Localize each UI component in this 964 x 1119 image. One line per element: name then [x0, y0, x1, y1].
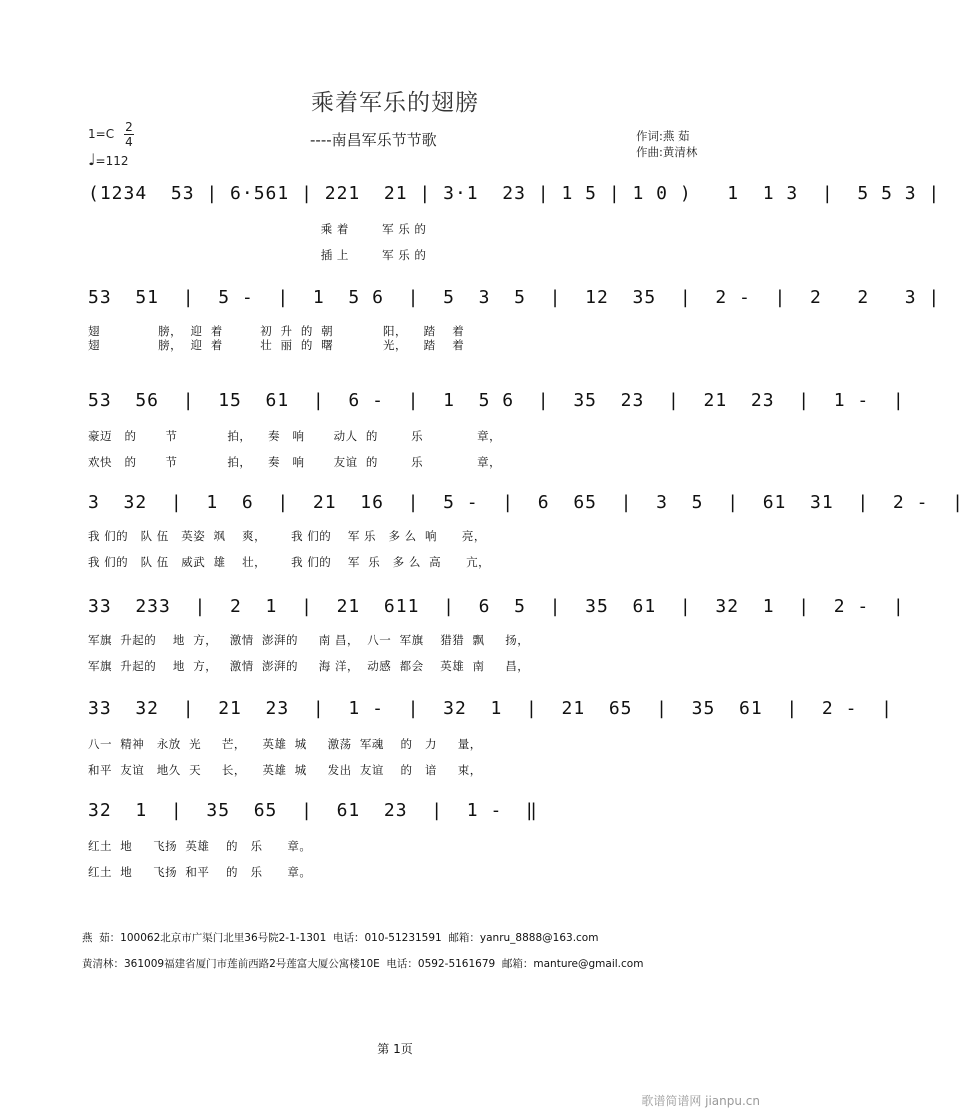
- lyrics-verse-2: 和平 友谊 地久 天 长， 英雄 城 发出 友谊 的 谙 束，: [88, 763, 482, 777]
- notation-line: 33 32 | 21 23 | 1 - | 32 1 | 21 65 | 35 61 | 2 - |: [88, 698, 893, 719]
- tempo-marking: [88, 150, 129, 169]
- notation-line: (1234 53 | 6·561 | 221 21 | 3·1 23 | 1 5 | 1 0 ) 1 1 3 | 5 5 3 |: [88, 183, 941, 204]
- site-watermark: 歌谱简谱网 jianpu.cn: [641, 1094, 760, 1108]
- notation-line: 33 233 | 2 1 | 21 611 | 6 5 | 35 61 | 32 1 | 2 - |: [88, 596, 905, 617]
- lyrics-verse-2: 插 上 军 乐 的: [88, 248, 427, 262]
- quarter-note-icon: ♩: [88, 150, 96, 169]
- lyrics-verse-2: 欢快 的 节 拍， 奏 响 友谊 的 乐 章，: [88, 455, 502, 469]
- score-row-2: [88, 287, 941, 407]
- notation-line: 53 51 | 5 - | 1 5 6 | 5 3 5 | 12 35 | 2 - | 2 2 3 |: [88, 287, 941, 308]
- tempo-value: =112: [95, 154, 129, 168]
- lyrics-verse-1: 军旗 升起的 地 方， 激情 澎湃的 南 昌， 八一 军旗 猎猎 飘 扬，: [88, 633, 530, 647]
- footer-contact-lyricist: 燕 茹：100062北京市广渠门北里36号院2-1-1301 电话：010-51231591 邮箱：yanru_8888@163.com: [82, 932, 599, 944]
- notation-line: 3 32 | 1 6 | 21 16 | 5 - | 6 65 | 3 5 | 61 31 | 2 - |: [88, 492, 964, 513]
- score-row-4: [88, 492, 964, 612]
- score-row-7: [88, 800, 740, 920]
- song-subtitle: ----南昌军乐节节歌: [310, 131, 437, 149]
- lyrics-verse-1: 八一 精神 永放 光 芒， 英雄 城 激荡 军魂 的 力 量，: [88, 737, 482, 751]
- song-title: 乘着军乐的翅膀: [311, 90, 479, 116]
- footer-contact-composer: 黄清林：361009福建省厦门市莲前西路2号莲富大厦公寓楼10E 电话：0592-5161679 邮箱：manture@gmail.com: [82, 958, 644, 970]
- time-signature-top: 2: [125, 120, 133, 134]
- time-signature: [124, 120, 134, 149]
- lyrics-verse-2: 翅 膀， 迎 着 壮 丽 的 曙 光， 踏 着: [88, 338, 465, 352]
- page-number: 第 1页: [377, 1042, 413, 1056]
- lyrics-verse-1: 豪迈 的 节 拍， 奏 响 动人 的 乐 章，: [88, 429, 502, 443]
- lyrics-verse-2: 我 们的 队 伍 威武 雄 壮， 我 们的 军 乐 多 么 高 亢，: [88, 555, 491, 569]
- lyrics-verse-1: 翅 膀， 迎 着 初 升 的 朝 阳， 踏 着: [88, 324, 465, 338]
- score-row-1: [88, 183, 941, 303]
- lyrics-verse-1: 乘 着 军 乐 的: [88, 222, 427, 236]
- key-signature: 1=C: [88, 127, 115, 141]
- lyrics-verse-1: 我 们的 队 伍 英姿 飒 爽， 我 们的 军 乐 多 么 响 亮，: [88, 529, 486, 543]
- composer-credit: 作曲:黄清林: [636, 145, 698, 159]
- credits: [636, 128, 697, 160]
- notation-line: 32 1 | 35 65 | 61 23 | 1 - ‖: [88, 800, 538, 821]
- notation-line: 53 56 | 15 61 | 6 - | 1 5 6 | 35 23 | 21 23 | 1 - |: [88, 390, 905, 411]
- lyrics-verse-2: 红土 地 飞扬 和平 的 乐 章。: [88, 865, 312, 879]
- time-signature-bottom: 4: [125, 135, 133, 149]
- lyricist-credit: 作词:燕 茹: [636, 129, 690, 143]
- lyrics-verse-2: 军旗 升起的 地 方， 激情 澎湃的 海 洋， 动感 都会 英雄 南 昌，: [88, 659, 530, 673]
- lyrics-verse-1: 红土 地 飞扬 英雄 的 乐 章。: [88, 839, 312, 853]
